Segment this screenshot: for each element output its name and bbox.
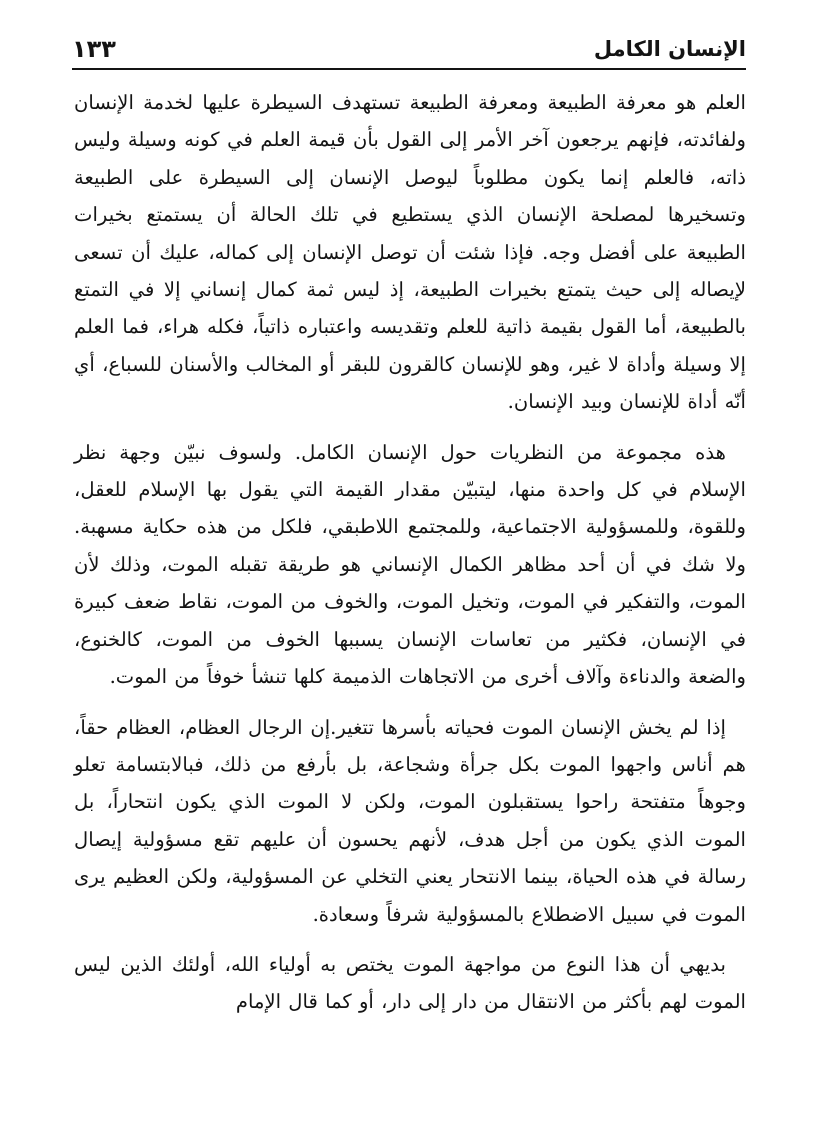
paragraph-2: هذه مجموعة من النظريات حول الإنسان الكامل. ولسوف نبيّن وجهة نظر الإسلام في كل واحدة منها، ليتبيّن مقدار القيمة التي يقول بها الإسلام للعقل، وللقوة، وللمسؤولية الاجتماعية، وللمجتمع اللاطبقي، فلكل من هذه حكاية مسهبة. ولا شك في أن أحد مظاهر الكمال الإنساني هو طريقة تقبله الموت، وذلك لأن الموت، والتفكير في الموت، وتخيل الموت، والخوف من الموت، نقاط ضعف كبيرة في الإنسان، فكثير من تعاسات الإنسان يسببها الخوف من الموت، كالخنوع، والضعة والدناءة وآلاف أخرى من الاتجاهات الذميمة كلها تنشأ خوفاً من الموت. bbox=[74, 440, 746, 689]
running-header-title: الإنسان الكامل bbox=[593, 37, 746, 61]
paragraph-1: العلم هو معرفة الطبيعة ومعرفة الطبيعة تستهدف السيطرة عليها لخدمة الإنسان ولفائدته، فإنهم يرجعون آخر الأمر إلى القول بأن قيمة العلم في كونه وسيلة وليس ذاته، فالعلم إنما يكون مطلوباً ليوصل الإنسان إلى السيطرة على الطبيعة وتسخيرها لمصلحة الإنسان الذي يستطيع في تلك الحالة أن يستمتع بخيرات الطبيعة على أفضل وجه. فإذا شئت أن توصل الإنسان إلى كماله، عليك أن تسعى لإيصاله إلى حيث يتمتع بخيرات الطبيعة، إذ ليس ثمة كمال إنساني إلا في التمتع بالطبيعة، أما القول بقيمة ذاتية للعلم وتقديسه واعتباره ذاتياً، فكله هراء، فما العلم إلا وسيلة وأداة لا غير، وهو للإنسان كالقرون للبقر أو المخالب والأسنان للسباع، أي أنّه أداة للإنسان وبيد الإنسان. bbox=[74, 91, 746, 414]
running-header bbox=[72, 28, 746, 64]
paragraph-3: إذا لم يخش الإنسان الموت فحياته بأسرها تتغير.إن الرجال العظام، العظام حقاً، هم أناس واجهوا الموت بكل جرأة وشجاعة، بل بأرفع من ذلك، فبالابتسامة تعلو وجوهاً متفتحة راحوا يستقبلون الموت، ولكن لا الموت الذي يكون انتحاراً، بل الموت الذي يكون من أجل هدف، لأنهم يحسون أن عليهم تقع مسؤولية إيصال رسالة في هذه الحياة، بينما الانتحار يعني التخلي عن المسؤولية، ولكن العظيم يرى الموت في سبيل الاضطلاع بالمسؤولية شرفاً وسعادة. bbox=[74, 715, 746, 926]
page-number: ١٣٣ bbox=[72, 35, 116, 63]
paragraph-4: بديهي أن هذا النوع من مواجهة الموت يختص به أولياء الله، أولئك الذين ليس الموت لهم بأكثر من الانتقال من دار إلى دار، أو كما قال الإمام bbox=[74, 952, 746, 1014]
body-text bbox=[74, 84, 746, 1034]
header-divider bbox=[72, 68, 746, 70]
